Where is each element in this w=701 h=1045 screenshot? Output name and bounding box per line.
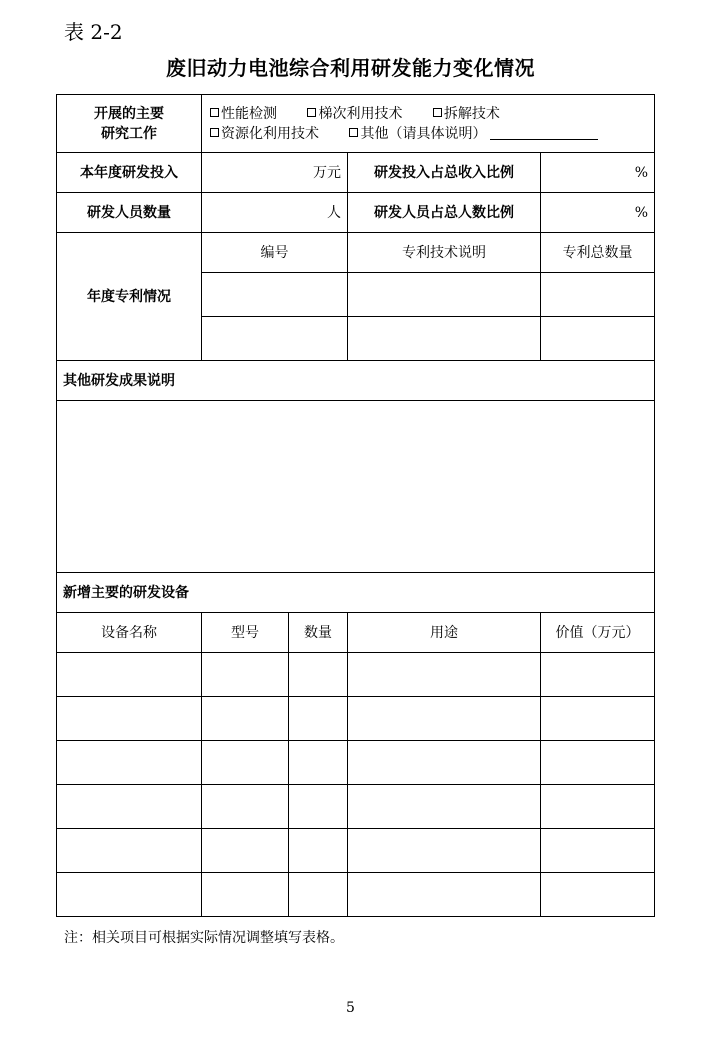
equipment-purpose-cell[interactable] [348,697,541,741]
patent-description-cell[interactable] [348,317,541,361]
table-number: 表 2-2 [64,20,123,44]
main-work-label [57,95,202,153]
rd-capability-form [56,94,655,917]
equipment-quantity-cell[interactable] [289,785,348,829]
equipment-quantity-cell[interactable] [289,741,348,785]
table-note: 注：相关项目可根据实际情况调整填写表格。 [64,930,344,946]
staff-input[interactable] [202,193,348,233]
investment-input[interactable] [202,153,348,193]
option-label: 资源化利用技术 [221,125,319,142]
equipment-header-model: 型号 [202,613,289,653]
investment-label: 本年度研发投入 [57,153,202,193]
patent-number-cell[interactable] [202,273,348,317]
patent-number-cell[interactable] [202,317,348,361]
equipment-purpose-cell[interactable] [348,653,541,697]
staff-ratio-input[interactable] [541,193,655,233]
page-number: 5 [346,1000,355,1016]
equipment-row [57,741,655,785]
equipment-purpose-cell[interactable] [348,829,541,873]
equipment-quantity-cell[interactable] [289,829,348,873]
investment-ratio-label: 研发投入占总收入比例 [348,153,541,193]
investment-ratio-unit: % [634,164,649,181]
equipment-value-cell[interactable] [541,785,655,829]
equipment-name-cell[interactable] [57,873,202,917]
equipment-quantity-cell[interactable] [289,697,348,741]
equipment-quantity-cell[interactable] [289,653,348,697]
equipment-name-cell[interactable] [57,653,202,697]
option-label: 拆解技术 [443,105,500,122]
other-results-label: 其他研发成果说明 [57,361,655,401]
equipment-row [57,829,655,873]
equipment-value-cell[interactable] [541,697,655,741]
equipment-label: 新增主要的研发设备 [57,573,655,613]
patent-total-cell[interactable] [541,273,655,317]
equipment-purpose-cell[interactable] [348,741,541,785]
equipment-columns-row [57,613,655,653]
equipment-purpose-cell[interactable] [348,785,541,829]
patent-description-cell[interactable] [348,273,541,317]
equipment-model-cell[interactable] [202,873,289,917]
equipment-header-quantity: 数量 [289,613,348,653]
equipment-row [57,785,655,829]
equipment-purpose-cell[interactable] [348,873,541,917]
option-dismantling[interactable] [433,106,500,122]
equipment-header-row [57,573,655,613]
option-cascade-utilization[interactable] [307,106,402,122]
equipment-header-name: 设备名称 [57,613,202,653]
staff-row [57,193,655,233]
option-other[interactable] [349,126,598,142]
patent-header-total: 专利总数量 [541,233,655,273]
equipment-row [57,873,655,917]
equipment-model-cell[interactable] [202,785,289,829]
equipment-row [57,653,655,697]
equipment-value-cell[interactable] [541,653,655,697]
equipment-name-cell[interactable] [57,785,202,829]
equipment-value-cell[interactable] [541,873,655,917]
option-performance-testing[interactable] [210,106,277,122]
equipment-name-cell[interactable] [57,829,202,873]
patents-label: 年度专利情况 [57,233,202,361]
equipment-row [57,697,655,741]
main-work-row [57,95,655,153]
staff-ratio-label: 研发人员占总人数比例 [348,193,541,233]
equipment-model-cell[interactable] [202,829,289,873]
patent-header-row [57,233,655,273]
checkbox-icon[interactable] [210,108,219,117]
patent-header-description: 专利技术说明 [348,233,541,273]
main-work-label-line1: 开展的主要 [94,105,164,122]
checkbox-icon[interactable] [433,108,442,117]
other-results-row [57,401,655,573]
equipment-model-cell[interactable] [202,741,289,785]
checkbox-icon[interactable] [210,128,219,137]
equipment-header-value: 价值（万元） [541,613,655,653]
checkbox-icon[interactable] [349,128,358,137]
staff-ratio-unit: % [634,204,649,221]
options-row-2 [210,124,648,144]
option-label: 其他（请具体说明） [360,125,487,142]
equipment-name-cell[interactable] [57,741,202,785]
equipment-name-cell[interactable] [57,697,202,741]
staff-unit: 人 [327,204,341,221]
equipment-value-cell[interactable] [541,741,655,785]
equipment-value-cell[interactable] [541,829,655,873]
other-results-header-row [57,361,655,401]
investment-ratio-input[interactable] [541,153,655,193]
option-resource-utilization[interactable] [210,126,319,142]
equipment-model-cell[interactable] [202,653,289,697]
staff-label: 研发人员数量 [57,193,202,233]
equipment-model-cell[interactable] [202,697,289,741]
main-work-options [202,95,655,153]
equipment-header-purpose: 用途 [348,613,541,653]
equipment-quantity-cell[interactable] [289,873,348,917]
checkbox-icon[interactable] [307,108,316,117]
investment-row [57,153,655,193]
patent-total-cell[interactable] [541,317,655,361]
other-results-input[interactable] [57,401,655,573]
main-work-label-line2: 研究工作 [101,125,157,142]
options-row-1 [210,104,648,124]
option-label: 梯次利用技术 [318,105,403,122]
page-title: 废旧动力电池综合利用研发能力变化情况 [166,56,535,80]
investment-unit: 万元 [313,164,341,181]
other-specify-line[interactable] [490,125,598,140]
patent-header-number: 编号 [202,233,348,273]
option-label: 性能检测 [221,105,277,122]
